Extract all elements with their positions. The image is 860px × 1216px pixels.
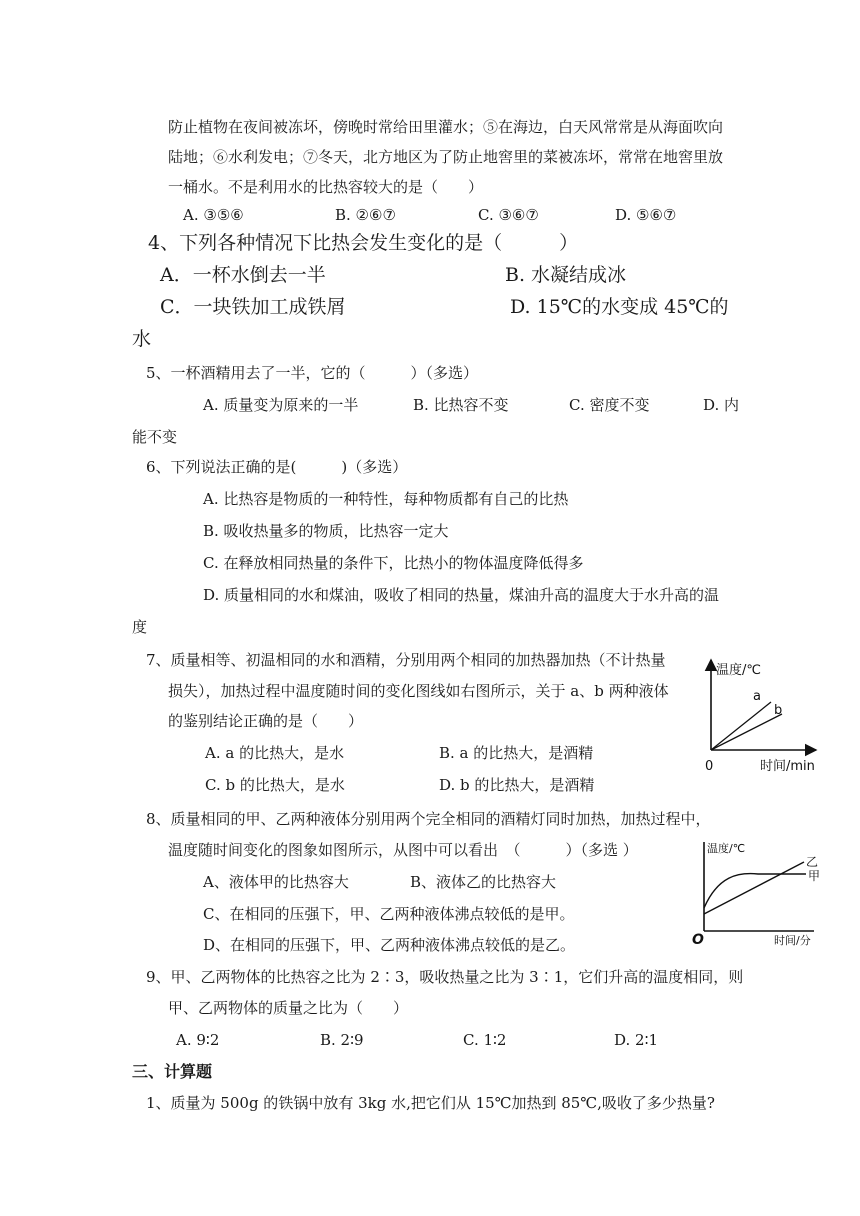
q9-option-b: B. 2∶9 — [320, 1031, 364, 1049]
q5-option-d: D. 内 — [703, 396, 740, 414]
q4-option-b: B. 水凝结成冰 — [505, 264, 627, 286]
q4-option-d-continuation: 水 — [132, 328, 152, 350]
q9-option-d: D. 2∶1 — [614, 1031, 659, 1049]
q9-option-c: C. 1∶2 — [463, 1031, 507, 1049]
q5-stem: 5、一杯酒精用去了一半，它的（ ）（多选） — [146, 364, 479, 382]
q4-stem: 4、下列各种情况下比热会发生变化的是（ ） — [148, 232, 579, 254]
q9-line-2: 甲、乙两物体的质量之比为（ ） — [168, 999, 409, 1017]
q8-option-a: A、液体甲的比热容大 — [203, 873, 349, 891]
q7-line-1: 7、质量相等、初温相同的水和酒精，分别用两个相同的加热器加热（不计热量 — [146, 651, 666, 669]
q7-option-b: B. a 的比热大，是酒精 — [439, 744, 594, 762]
q6-option-b: B. 吸收热量多的物质，比热容一定大 — [203, 522, 449, 540]
q8-option-d: D、在相同的压强下，甲、乙两种液体沸点较低的是乙。 — [203, 936, 576, 954]
q3-line-2: 陆地；⑥水利发电；⑦冬天，北方地区为了防止地窖里的菜被冻坏，常常在地窖里放 — [168, 148, 724, 166]
q8-line-2: 温度随时间变化的图象如图所示，从图中可以看出 （ ）（多选 ） — [168, 841, 638, 859]
q8-temperature-graph — [688, 836, 830, 948]
q3-option-b: B. ②⑥⑦ — [335, 206, 396, 224]
q6-stem: 6、下列说法正确的是( )（多选） — [146, 458, 408, 476]
q8-graph-yi-label: 乙 — [806, 855, 819, 869]
q9-line-1: 9、甲、乙两物体的比热容之比为 2∶3，吸收热量之比为 3∶1，它们升高的温度相同，则 — [146, 968, 744, 986]
q3-option-a: A. ③⑤⑥ — [183, 206, 244, 224]
section-3-heading: 三、计算题 — [132, 1062, 213, 1081]
q7-graph-line-b-label: b — [774, 703, 783, 718]
q6-option-c: C. 在释放相同热量的条件下，比热小的物体温度降低得多 — [203, 554, 584, 572]
q3-line-3: 一桶水。不是利用水的比热容较大的是（ ） — [168, 178, 484, 196]
q6-option-d: D. 质量相同的水和煤油，吸收了相同的热量，煤油升高的温度大于水升高的温 — [203, 586, 720, 604]
q4-option-a: A．一杯水倒去一半 — [160, 264, 326, 286]
q7-line-3: 的鉴别结论正确的是（ ） — [168, 712, 364, 730]
q8-option-c: C、在相同的压强下，甲、乙两种液体沸点较低的是甲。 — [203, 905, 575, 923]
q8-graph-ylabel: 温度/℃ — [707, 842, 746, 855]
q7-temperature-graph — [696, 652, 831, 777]
q7-option-d: D. b 的比热大，是酒精 — [439, 776, 595, 794]
q3-option-d: D. ⑤⑥⑦ — [615, 206, 677, 224]
q4-option-d: D. 15℃的水变成 45℃的 — [510, 296, 729, 318]
q8-graph-xlabel: 时间/分 — [774, 934, 811, 947]
q5-option-b: B. 比热容不变 — [413, 396, 509, 414]
q7-graph-xlabel: 时间/min — [760, 759, 815, 774]
q7-line-a — [711, 702, 771, 750]
q5-option-c: C. 密度不变 — [569, 396, 650, 414]
q8-graph-origin: O — [692, 932, 704, 948]
q5-option-d-continuation: 能不变 — [132, 428, 178, 446]
q7-line-2: 损失），加热过程中温度随时间的变化图线如右图所示，关于 a、b 两种液体 — [168, 682, 669, 700]
q8-line-1: 8、质量相同的甲、乙两种液体分别用两个完全相同的酒精灯同时加热，加热过程中， — [146, 810, 711, 828]
q7-option-a: A. a 的比热大，是水 — [205, 744, 345, 762]
q8-option-b: B、液体乙的比热容大 — [410, 873, 557, 891]
q7-option-c: C. b 的比热大，是水 — [205, 776, 345, 794]
q6-option-d-continuation: 度 — [132, 618, 148, 636]
q7-line-b — [711, 714, 782, 750]
q7-graph-ylabel: 温度/℃ — [716, 663, 761, 678]
q7-graph-origin: 0 — [705, 759, 714, 774]
q8-curve-jia — [704, 874, 806, 908]
q7-graph-line-a-label: a — [753, 689, 761, 704]
q8-graph-jia-label: 甲 — [808, 869, 821, 883]
q8-line-yi — [704, 862, 804, 914]
q6-option-a: A. 比热容是物质的一种特性，每种物质都有自己的比热 — [203, 490, 569, 508]
q5-option-a: A. 质量变为原来的一半 — [203, 396, 359, 414]
q3-line-1: 防止植物在夜间被冻坏，傍晚时常给田里灌水；⑤在海边，白天风常常是从海面吹向 — [168, 118, 724, 136]
q3-option-c: C. ③⑥⑦ — [478, 206, 539, 224]
q9-option-a: A. 9∶2 — [176, 1031, 220, 1049]
q4-option-c: C．一块铁加工成铁屑 — [160, 296, 346, 318]
calc-question-1: 1、质量为 500g 的铁锅中放有 3kg 水,把它们从 15℃加热到 85℃,吸收了多少热量? — [146, 1094, 715, 1112]
